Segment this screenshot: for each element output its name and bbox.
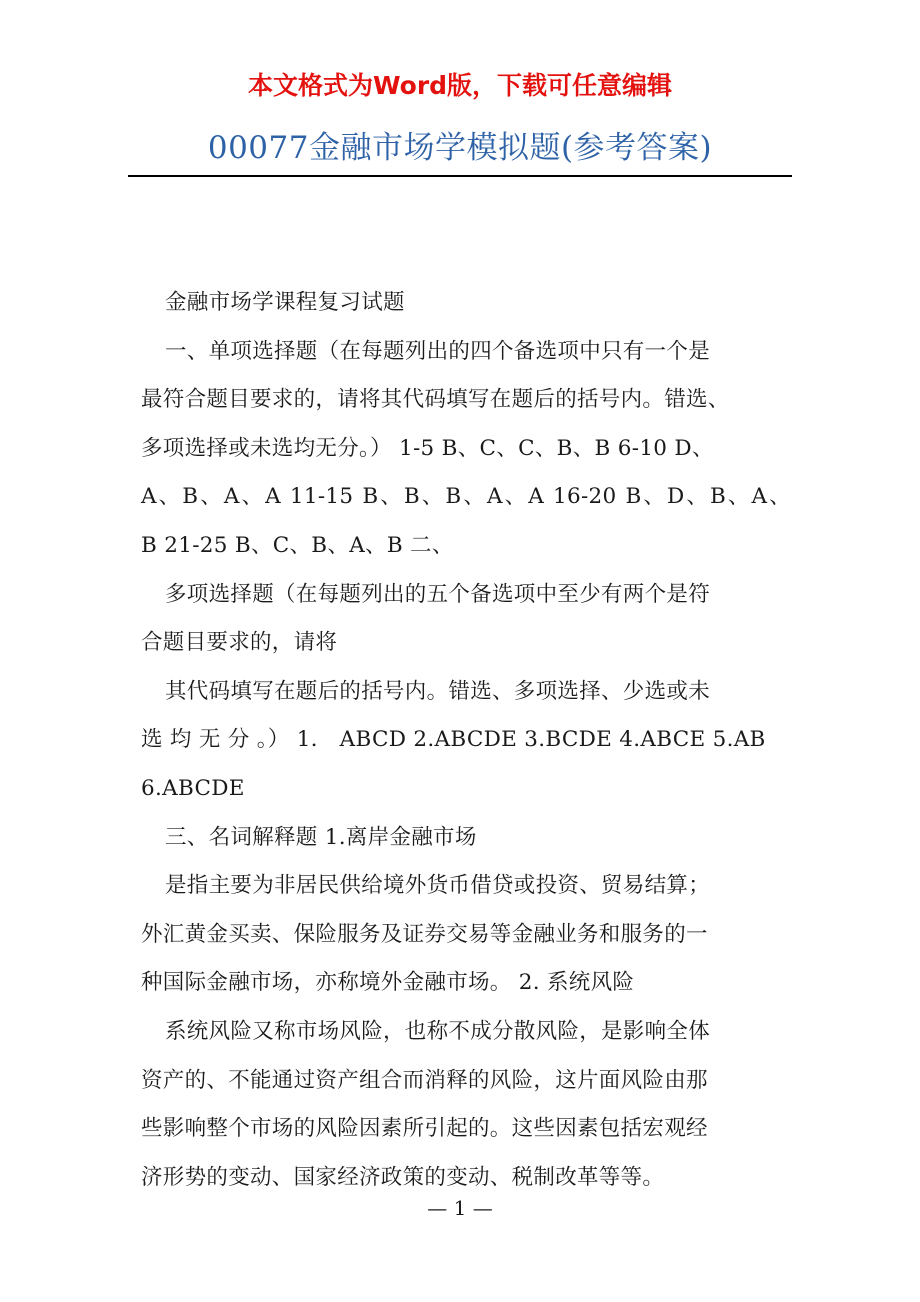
body-line: 多项选择或未选均无分。） 1-5 B、C、C、B、B 6-10 D、 — [141, 435, 714, 461]
body-line: 一、单项选择题（在每题列出的四个备选项中只有一个是 — [165, 338, 711, 364]
body-line: 金融市场学课程复习试题 — [165, 290, 405, 315]
body-line: 资产的、不能通过资产组合而消释的风险，这片面风险由那 — [141, 1067, 708, 1093]
body-line: 选 均 无 分 。） 1． ABCD 2.ABCDE 3.BCDE 4.ABCE 5.AB — [141, 727, 766, 753]
body-line: 最符合题目要求的，请将其代码填写在题后的括号内。错选、 — [141, 387, 730, 413]
title-underline — [128, 175, 792, 177]
body-line: A、B、A、A 11-15 B、B、B、A、A 16-20 B、D、B、A、 — [141, 484, 791, 510]
body-line: 多项选择题（在每题列出的五个备选项中至少有两个是符 — [165, 581, 711, 607]
body-line: 济形势的变动、国家经济政策的变动、税制改革等等。 — [141, 1164, 665, 1190]
body-line: 三、名词解释题 1.离岸金融市场 — [165, 824, 477, 850]
body-line: 其代码填写在题后的括号内。错选、多项选择、少选或未 — [165, 678, 711, 704]
body-line: 种国际金融市场，亦称境外金融市场。 2. 系统风险 — [141, 970, 635, 996]
body-line: 外汇黄金买卖、保险服务及证券交易等金融业务和服务的一 — [141, 921, 708, 947]
document-body — [141, 279, 791, 1202]
body-line: B 21-25 B、C、B、A、B 二、 — [141, 532, 454, 558]
body-line: 合题目要求的，请将 — [141, 630, 338, 656]
document-title: 00077金融市场学模拟题(参考答案) — [207, 130, 713, 166]
download-banner: 本文格式为Word版，下载可任意编辑 — [247, 71, 673, 100]
body-line: 是指主要为非居民供给境外货币借贷或投资、贸易结算； — [165, 873, 711, 899]
body-line: 些影响整个市场的风险因素所引起的。这些因素包括宏观经 — [141, 1116, 708, 1142]
body-line: 6.ABCDE — [141, 775, 245, 801]
page-number: — 1 — — [427, 1196, 493, 1220]
body-line: 系统风险又称市场风险，也称不成分散风险，是影响全体 — [165, 1018, 711, 1044]
